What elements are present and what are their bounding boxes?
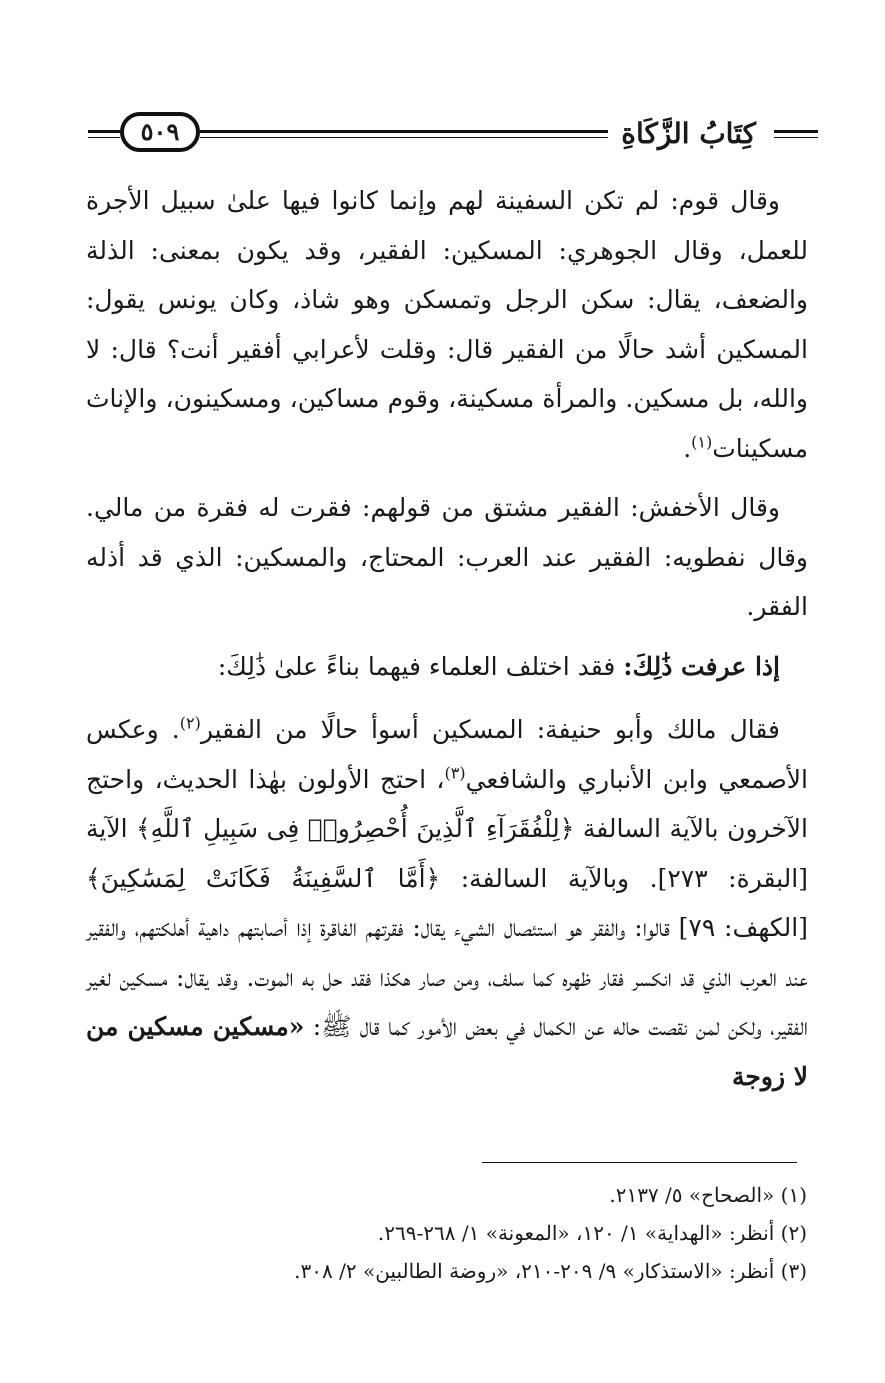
section-lead: إذا عرفت ذَٰلِكَ: bbox=[623, 651, 780, 681]
page-number: ٥٠٩ bbox=[120, 112, 200, 152]
paragraph-4: فقال مالك وأبو حنيفة: المسكين أسوأ حالًا من الفقير$^{(٢)}$. وعكس الأصمعي وابن الأنباري والشافعي$^{(٣)}$، احتج الأولون بهٰذا الحديث، واحتج الآخرون بالآية السالفة ﴿لِلْفُقَرَآءِ ٱلَّذِينَ أُحْصِرُوا۟ فِى سَبِيلِ ٱللَّهِ﴾ الآية [البقرة: ٢٧٣]. وبالآية السالفة: ﴿أَمَّا ٱلسَّفِينَةُ فَكَانَتْ لِمَسَٰكِينَ﴾ [الكهف: ٧٩] قالوا: والفقر هو استئصال الشيء يقال: فقرتهم الفاقرة إذا أصابتهم داهية أهلكتهم، والفقير عند العرب الذي قد انكسر فقار ظهره كما سلف، ومن صار هكذا فقد حل به الموت. وقد يقال: مسكين لغير الفقير، ولكن لمن نقصت حاله عن الكمال في بعض الأمور كما قال ﷺ: «مسكين مسكين من لا زوجة bbox=[86, 713, 808, 1091]
header-rule-middle bbox=[200, 130, 608, 133]
footnote-3: (٣) أنظر: «الاستذكار» ٩/ ٢٠٩-٢١٠، «روضة الطالبين» ٢/ ٣٠٨. bbox=[294, 1259, 807, 1283]
footnote-ref-3[interactable]: (٣) bbox=[444, 763, 466, 783]
footnote-2: (٢) أنظر: «الهداية» ١/ ١٢٠، «المعونة» ١/ ٢٦٨-٢٦٩. bbox=[377, 1221, 807, 1245]
footnote-1: (١) «الصحاح» ٥/ ٢١٣٧. bbox=[609, 1183, 807, 1207]
paragraph-3: إذا عرفت ذَٰلِكَ: فقد اختلف العلماء فيهما بناءً علىٰ ذَٰلِكَ: bbox=[217, 651, 780, 681]
footnote-divider bbox=[482, 1162, 797, 1163]
paragraph-1: وقال قوم: لم تكن السفينة لهم وإنما كانوا فيها علىٰ سبيل الأجرة للعمل، وقال الجوهري: المسكين: الفقير، وقد يكون بمعنى: الذلة والضعف، يقال: سكن الرجل وتمسكن وهو شاذ، وكان يونس يقول: المسكين أشد حالًا من الفقير قال: وقلت لأعرابي أفقير أنت؟ قال: لا والله، بل مسكين. والمرأة مسكينة، وقوم مساكين، ومسكينون، والإناث مسكينات$^{(١)}$. bbox=[86, 186, 808, 463]
header-rule-left-thin bbox=[88, 137, 120, 138]
header-rule-middle-thin bbox=[200, 137, 608, 138]
footnote-ref-2[interactable]: (٢) bbox=[179, 713, 201, 733]
page-header bbox=[88, 110, 818, 160]
header-rule-left bbox=[88, 130, 120, 133]
footnotes bbox=[77, 1176, 807, 1290]
hadith-quote: «مسكين مسكين من لا زوجة bbox=[86, 1012, 808, 1091]
footnote-ref-1[interactable]: (١) bbox=[691, 432, 713, 452]
chapter-title: كِتَابُ الزَّكَاةِ bbox=[621, 117, 756, 150]
main-text bbox=[86, 176, 808, 1111]
paragraph-2: وقال الأخفش: الفقير مشتق من قولهم: فقرت له فقرة من مالي. وقال نفطويه: الفقير عند العرب: المحتاج، والمسكين: الذي قد أذله الفقر. bbox=[86, 493, 808, 621]
header-rule-right-thin bbox=[774, 137, 818, 138]
header-rule-right bbox=[774, 130, 818, 133]
